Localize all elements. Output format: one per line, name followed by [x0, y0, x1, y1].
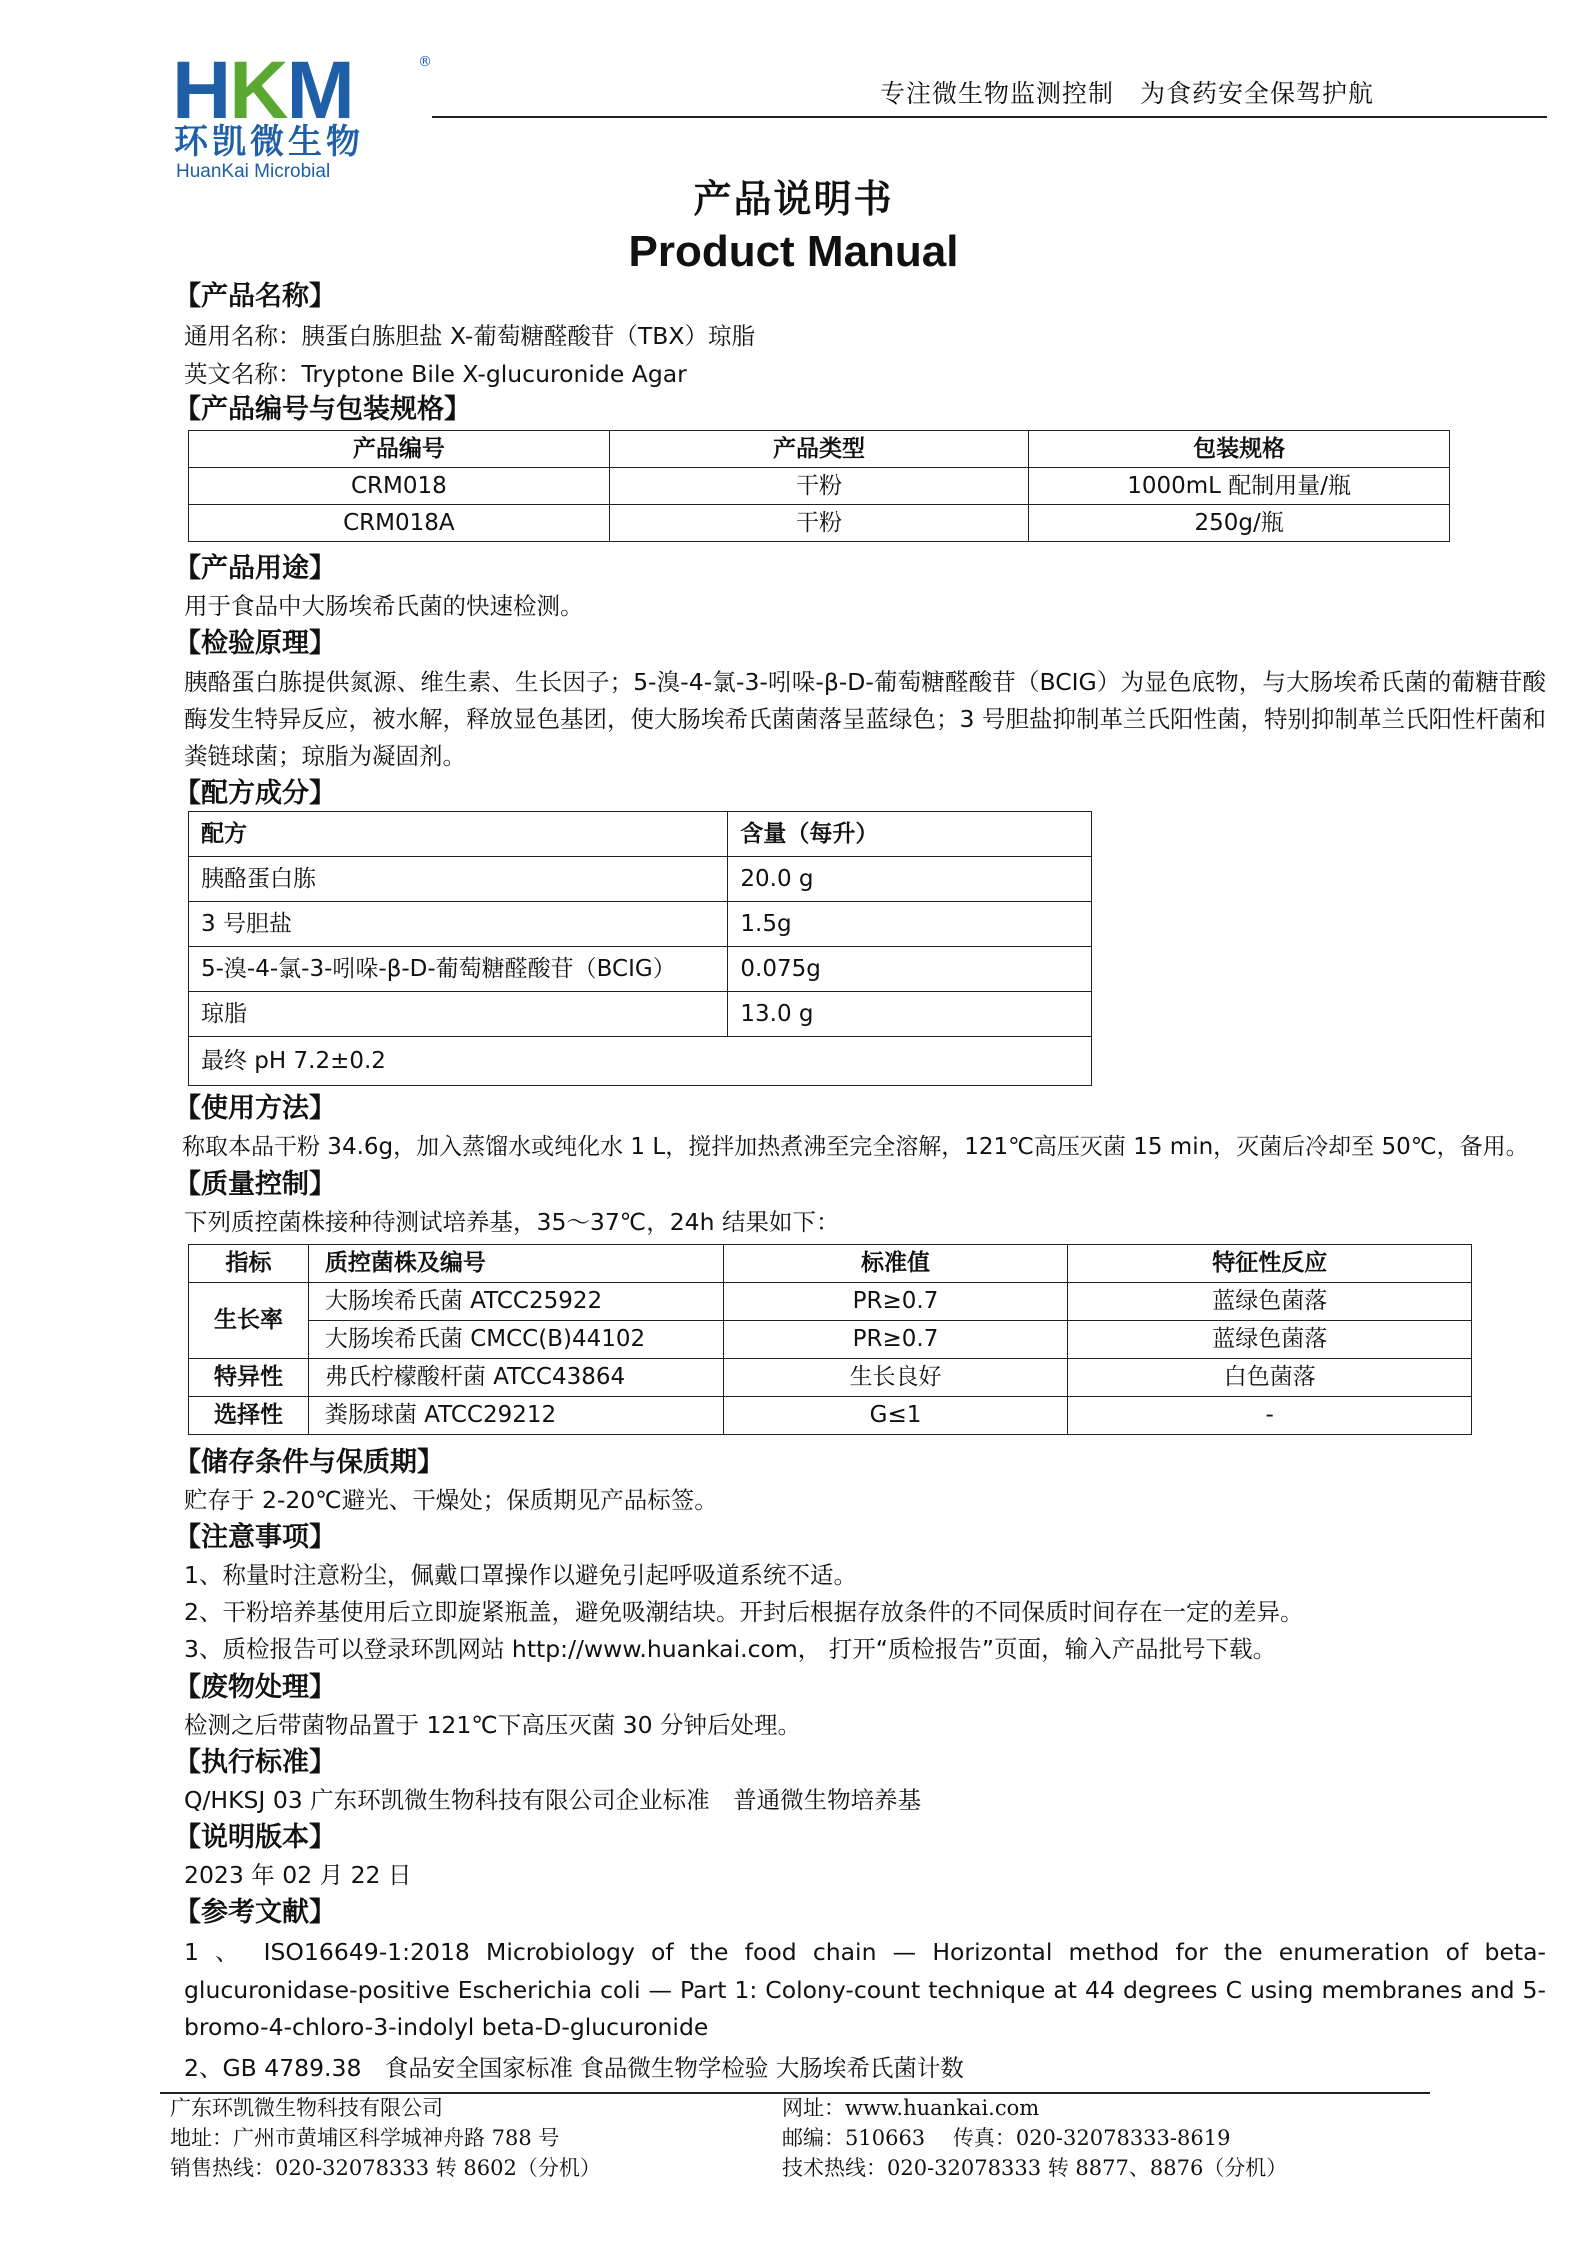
footer-address: 地址：广州市黄埔区科学城神舟路 788 号 — [170, 2126, 560, 2150]
reference-1: 1 、 ISO16649-1:2018 Microbiology of the food chain — Horizontal method for the enumeration of beta-glucuronidase-positive Escherichia coli — Part 1: Colony-count technique at 44 degrees C using membranes and 5-bromo-4-chloro-3-indolyl beta-D-glucuronide — [184, 1938, 1546, 2041]
table-cell: 蓝绿色菌落 — [1068, 1283, 1472, 1321]
footer-sales-hotline: 销售热线：020-32078333 转 8602（分机） — [170, 2156, 601, 2180]
table-row — [189, 902, 1092, 947]
table-row — [189, 1397, 1472, 1435]
table-row — [189, 992, 1092, 1037]
qc-group-label: 选择性 — [189, 1397, 309, 1435]
section-heading-use: 【产品用途】 — [174, 553, 336, 584]
table-header: 包装规格 — [1029, 431, 1450, 468]
storage-text: 贮存于 2-20℃避光、干燥处；保质期见产品标签。 — [184, 1486, 718, 1514]
table-header: 含量（每升） — [728, 812, 1092, 857]
waste-text: 检测之后带菌物品置于 121℃下高压灭菌 30 分钟后处理。 — [184, 1711, 802, 1739]
logo-letter: H — [172, 45, 230, 136]
table-cell: 弗氏柠檬酸杆菌 ATCC43864 — [308, 1359, 723, 1397]
table-cell: 大肠埃希氏菌 CMCC(B)44102 — [308, 1321, 723, 1359]
table-header: 指标 — [189, 1245, 309, 1283]
header-divider — [432, 116, 1547, 118]
standard-text: Q/HKSJ 03 广东环凯微生物科技有限公司企业标准 普通微生物培养基 — [184, 1786, 922, 1814]
logo-letter: M — [286, 45, 353, 136]
header-slogan: 专注微生物监测控制 为食药安全保驾护航 — [880, 79, 1375, 108]
section-heading-standard: 【执行标准】 — [174, 1747, 336, 1778]
table-cell: 白色菌落 — [1068, 1359, 1472, 1397]
logo-letters — [172, 45, 353, 136]
qc-group-label: 生长率 — [189, 1283, 309, 1359]
table-header: 质控菌株及编号 — [308, 1245, 723, 1283]
table-header: 产品编号 — [189, 431, 610, 468]
table-cell: 3 号胆盐 — [189, 902, 728, 947]
packaging-table — [188, 430, 1450, 542]
table-row — [189, 1037, 1092, 1086]
table-cell: CRM018 — [189, 468, 610, 505]
reference-2: 2、GB 4789.38 食品安全国家标准 食品微生物学检验 大肠埃希氏菌计数 — [184, 2054, 964, 2082]
section-heading-principle: 【检验原理】 — [174, 628, 336, 659]
section-heading-references: 【参考文献】 — [174, 1897, 336, 1928]
table-row — [189, 1321, 1472, 1359]
logo-letter: K — [229, 45, 287, 136]
logo-english-name: HuanKai Microbial — [176, 161, 331, 182]
section-heading-formula: 【配方成分】 — [174, 778, 336, 809]
table-cell: PR≥0.7 — [723, 1321, 1068, 1359]
table-header-row — [189, 431, 1450, 468]
final-ph-cell: 最终 pH 7.2±0.2 — [189, 1037, 1092, 1086]
table-header: 产品类型 — [609, 431, 1029, 468]
table-row — [189, 468, 1450, 505]
title-chinese: 产品说明书 — [693, 177, 894, 221]
table-row — [189, 1283, 1472, 1321]
table-cell: 蓝绿色菌落 — [1068, 1321, 1472, 1359]
section-heading-storage: 【储存条件与保质期】 — [174, 1447, 444, 1478]
logo-registered-mark: ® — [418, 54, 432, 70]
table-header-row — [189, 1245, 1472, 1283]
table-cell: 5-溴-4-氯-3-吲哚-β-D-葡萄糖醛酸苷（BCIG） — [189, 947, 728, 992]
formula-table — [188, 811, 1092, 1086]
table-cell: 1.5g — [728, 902, 1092, 947]
table-header: 配方 — [189, 812, 728, 857]
version-date: 2023 年 02 月 22 日 — [184, 1861, 412, 1889]
table-cell: 1000mL 配制用量/瓶 — [1029, 468, 1450, 505]
table-cell: 大肠埃希氏菌 ATCC25922 — [308, 1283, 723, 1321]
table-cell: PR≥0.7 — [723, 1283, 1068, 1321]
footer-company: 广东环凯微生物科技有限公司 — [170, 2096, 443, 2120]
table-cell: 生长良好 — [723, 1359, 1068, 1397]
title-english: Product Manual — [628, 227, 959, 276]
table-cell: 250g/瓶 — [1029, 505, 1450, 542]
qc-intro: 下列质控菌株接种待测试培养基，35～37℃，24h 结果如下： — [184, 1208, 840, 1236]
table-cell: 琼脂 — [189, 992, 728, 1037]
table-row — [189, 857, 1092, 902]
method-text: 称取本品干粉 34.6g，加入蒸馏水或纯化水 1 L，搅拌加热煮沸至完全溶解，121℃高压灭菌 15 min，灭菌后冷却至 50℃，备用。 — [182, 1134, 1529, 1160]
table-cell: 20.0 g — [728, 857, 1092, 902]
table-cell: 粪肠球菌 ATCC29212 — [308, 1397, 723, 1435]
table-cell: - — [1068, 1397, 1472, 1435]
table-row — [189, 505, 1450, 542]
footer-postcode-fax: 邮编：510663 传真：020-32078333-8619 — [782, 2126, 1231, 2150]
section-heading-waste: 【废物处理】 — [174, 1672, 336, 1703]
table-row — [189, 947, 1092, 992]
generic-name: 通用名称：胰蛋白胨胆盐 X-葡萄糖醛酸苷（TBX）琼脂 — [184, 322, 755, 350]
table-cell: 13.0 g — [728, 992, 1092, 1037]
company-logo — [172, 45, 432, 182]
logo-chinese-name: 环凯微生物 — [174, 122, 364, 162]
note-item: 3、质检报告可以登录环凯网站 http://www.huankai.com， 打开“质检报告”页面，输入产品批号下载。 — [184, 1635, 1277, 1663]
table-cell: 胰酪蛋白胨 — [189, 857, 728, 902]
section-heading-packaging: 【产品编号与包装规格】 — [174, 394, 471, 425]
table-header-row — [189, 812, 1092, 857]
table-cell: 干粉 — [609, 505, 1029, 542]
qc-group-label: 特异性 — [189, 1359, 309, 1397]
use-text: 用于食品中大肠埃希氏菌的快速检测。 — [184, 592, 584, 620]
section-heading-product-name: 【产品名称】 — [174, 281, 336, 312]
table-row — [189, 1359, 1472, 1397]
section-heading-notes: 【注意事项】 — [174, 1522, 336, 1553]
principle-text: 胰酪蛋白胨提供氮源、维生素、生长因子；5-溴-4-氯-3-吲哚-β-D-葡萄糖醛酸苷（BCIG）为显色底物，与大肠埃希氏菌的葡糖苷酸酶发生特异反应，被水解，释放显色基团，使大肠埃希氏菌菌落呈蓝绿色；3 号胆盐抑制革兰氏阳性菌，特别抑制革兰氏阳性杆菌和粪链球菌；琼脂为凝固剂。 — [184, 668, 1546, 770]
note-item: 2、干粉培养基使用后立即旋紧瓶盖，避免吸潮结块。开封后根据存放条件的不同保质时间存在一定的差异。 — [184, 1598, 1304, 1626]
english-name: 英文名称：Tryptone Bile X-glucuronide Agar — [184, 360, 687, 388]
table-cell: G≤1 — [723, 1397, 1068, 1435]
table-header: 标准值 — [723, 1245, 1068, 1283]
footer-tech-hotline: 技术热线：020-32078333 转 8877、8876（分机） — [782, 2156, 1288, 2180]
table-header: 特征性反应 — [1068, 1245, 1472, 1283]
section-heading-method: 【使用方法】 — [174, 1093, 336, 1124]
section-heading-qc: 【质量控制】 — [174, 1169, 336, 1200]
table-cell: 干粉 — [609, 468, 1029, 505]
section-heading-version: 【说明版本】 — [174, 1822, 336, 1853]
footer-website[interactable]: 网址：www.huankai.com — [782, 2096, 1040, 2120]
table-cell: CRM018A — [189, 505, 610, 542]
note-item: 1、称量时注意粉尘，佩戴口罩操作以避免引起呼吸道系统不适。 — [184, 1561, 857, 1589]
table-cell: 0.075g — [728, 947, 1092, 992]
qc-table — [188, 1244, 1472, 1435]
